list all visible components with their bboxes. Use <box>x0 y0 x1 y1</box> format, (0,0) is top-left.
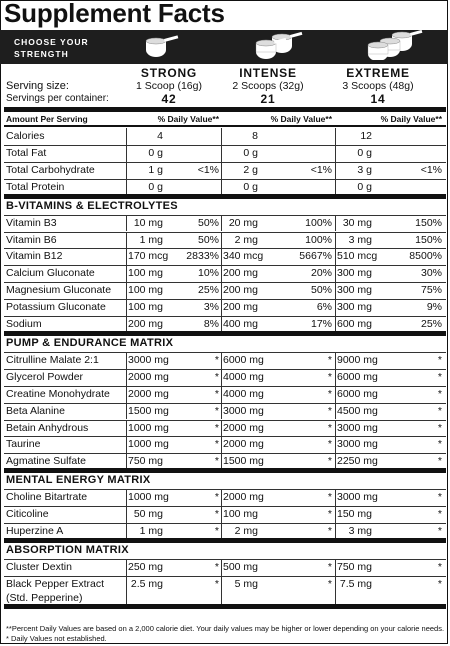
daily-value: * <box>214 404 219 417</box>
column-divider <box>221 559 222 576</box>
scoop-icon-one <box>142 32 182 60</box>
daily-value: * <box>437 353 442 366</box>
column-divider <box>126 403 127 420</box>
column-divider <box>221 128 222 145</box>
daily-value: * <box>327 455 332 468</box>
daily-value: * <box>437 387 442 400</box>
amount-value: 12 <box>360 130 372 142</box>
column-divider <box>221 576 222 606</box>
daily-value: * <box>327 560 332 573</box>
column-divider <box>335 352 336 369</box>
row-divider <box>4 506 446 507</box>
daily-value: * <box>437 491 442 504</box>
amount-value: 2250 mg <box>337 455 378 468</box>
amount-value: 0 g <box>243 180 258 193</box>
nutrient-name: Creatine Monohydrate <box>6 387 110 400</box>
amount-value: 1 g <box>148 163 163 176</box>
daily-value: 8500% <box>409 250 442 263</box>
amount-value: 8 <box>252 130 258 142</box>
amount-value: 3000 mg <box>128 353 169 366</box>
row-divider <box>4 453 446 454</box>
nutrient-name: Huperzine A <box>6 525 64 537</box>
daily-value: * <box>437 577 442 590</box>
column-divider <box>221 489 222 506</box>
row-divider <box>4 145 446 146</box>
column-divider <box>126 248 127 265</box>
daily-value: * <box>327 525 332 537</box>
amount-value: 1500 mg <box>128 404 169 417</box>
amount-value: 3000 mg <box>337 421 378 434</box>
column-divider <box>126 489 127 506</box>
column-divider <box>335 506 336 523</box>
row-divider <box>4 489 446 490</box>
column-divider <box>335 369 336 386</box>
row-divider <box>4 576 446 577</box>
section-title: B-VITAMINS & ELECTROLYTES <box>6 199 178 212</box>
strength-servings-count: 42 <box>161 92 177 106</box>
amount-value: 50 mg <box>133 508 163 521</box>
nutrient-name: Cluster Dextin <box>6 560 72 573</box>
daily-value: * <box>327 370 332 383</box>
daily-value-header: % Daily Value** <box>380 114 442 124</box>
strength-name: INTENSE <box>239 66 297 80</box>
amount-value: 750 mg <box>128 455 164 468</box>
nutrient-name: Total Protein <box>6 180 65 193</box>
column-divider <box>335 420 336 437</box>
amount-value: 200 mg <box>223 301 259 314</box>
column-divider <box>126 282 127 299</box>
daily-value: 9% <box>426 301 442 314</box>
amount-value: 200 mg <box>223 267 259 280</box>
daily-value: * <box>327 438 332 451</box>
column-divider <box>221 369 222 386</box>
daily-value: * <box>214 577 219 590</box>
amount-value: 100 mg <box>128 284 164 297</box>
strength-name: STRONG <box>140 66 198 80</box>
column-divider <box>126 506 127 523</box>
daily-value: * <box>437 525 442 537</box>
daily-value: * <box>327 491 332 504</box>
column-divider <box>221 145 222 162</box>
row-divider <box>4 282 446 283</box>
nutrient-name: Black Pepper Extract <box>6 577 105 590</box>
row-divider <box>4 369 446 370</box>
daily-value: * <box>437 508 442 521</box>
row-divider <box>4 436 446 437</box>
amount-value: 0 g <box>357 146 372 159</box>
daily-value: 20% <box>310 267 332 280</box>
column-divider <box>221 506 222 523</box>
nutrient-name: Vitamin B12 <box>6 250 63 263</box>
daily-value: 25% <box>420 318 442 330</box>
amount-value: 4 <box>157 130 163 142</box>
nutrient-name: Sodium <box>6 318 42 330</box>
daily-value: 150% <box>415 233 442 246</box>
daily-value: 75% <box>420 284 442 297</box>
amount-value: 0 g <box>148 180 163 193</box>
amount-value: 1500 mg <box>223 455 264 468</box>
daily-value: * <box>214 525 219 537</box>
column-divider <box>335 299 336 316</box>
column-divider <box>335 145 336 162</box>
amount-value: 300 mg <box>337 301 373 314</box>
amount-value: 340 mcg <box>223 250 264 263</box>
section-title: ABSORPTION MATRIX <box>6 543 129 556</box>
amount-value: 100 mg <box>128 301 164 314</box>
amount-value: 30 mg <box>342 216 372 229</box>
column-divider <box>221 215 222 232</box>
daily-value: * <box>214 508 219 521</box>
amount-value: 1 mg <box>139 233 163 246</box>
daily-value: 100% <box>305 233 332 246</box>
column-divider <box>335 282 336 299</box>
column-divider <box>221 403 222 420</box>
amount-value: 100 mg <box>128 267 164 280</box>
column-divider <box>221 386 222 403</box>
daily-value-header: % Daily Value** <box>157 114 219 124</box>
row-divider <box>4 248 446 249</box>
nutrient-name: Vitamin B3 <box>6 216 57 229</box>
column-divider <box>221 265 222 282</box>
nutrient-name: Calories <box>6 130 45 142</box>
column-divider <box>221 248 222 265</box>
amount-value: 2000 mg <box>128 387 169 400</box>
strength-name: EXTREME <box>346 66 410 80</box>
nutrient-name-detail: (Std. Pepperine) <box>6 591 83 604</box>
amount-value: 2000 mg <box>223 438 264 451</box>
column-divider <box>126 420 127 437</box>
nutrient-name: Taurine <box>6 438 41 451</box>
column-divider <box>335 232 336 249</box>
daily-value: * <box>214 421 219 434</box>
row-divider <box>4 420 446 421</box>
section-title: MENTAL ENERGY MATRIX <box>6 474 151 487</box>
footnote-dv: **Percent Daily Values are based on a 2,000 calorie diet. Your daily values may be higher or lower depending on your calorie needs. <box>6 624 445 633</box>
column-divider <box>221 162 222 179</box>
column-divider <box>335 215 336 232</box>
amount-value: 300 mg <box>337 284 373 297</box>
column-divider <box>335 265 336 282</box>
daily-value: 25% <box>197 284 219 297</box>
nutrient-name: Beta Alanine <box>6 404 65 417</box>
nutrient-name: Citrulline Malate 2:1 <box>6 353 99 366</box>
row-divider <box>4 316 446 317</box>
amount-value: 250 mg <box>128 560 164 573</box>
row-divider <box>4 352 446 353</box>
amount-value: 1000 mg <box>128 421 169 434</box>
row-divider <box>4 523 446 524</box>
amount-value: 750 mg <box>337 560 373 573</box>
column-divider <box>126 162 127 179</box>
row-divider <box>4 162 446 163</box>
daily-value: * <box>214 438 219 451</box>
serving-size-label: Serving size: <box>6 80 69 92</box>
daily-value: * <box>214 491 219 504</box>
nutrient-name: Citicoline <box>6 508 49 521</box>
amount-value: 6000 mg <box>223 353 264 366</box>
daily-value: * <box>214 370 219 383</box>
section-divider <box>4 331 446 336</box>
column-divider <box>335 576 336 606</box>
column-divider <box>126 559 127 576</box>
nutrient-name: Total Fat <box>6 146 47 159</box>
column-divider <box>221 232 222 249</box>
column-divider <box>126 265 127 282</box>
column-divider <box>126 352 127 369</box>
nutrient-name: Agmatine Sulfate <box>6 455 86 468</box>
column-divider <box>335 248 336 265</box>
amount-value: 2000 mg <box>223 421 264 434</box>
daily-value: * <box>327 353 332 366</box>
scoop-icon-two <box>250 30 306 60</box>
daily-value: * <box>437 404 442 417</box>
daily-value: * <box>327 404 332 417</box>
daily-value: * <box>214 560 219 573</box>
amount-value: 2 mg <box>234 525 258 537</box>
row-divider <box>4 386 446 387</box>
column-divider <box>335 436 336 453</box>
column-divider <box>335 403 336 420</box>
amount-value: 2 mg <box>234 233 258 246</box>
column-divider <box>126 232 127 249</box>
daily-value: * <box>437 455 442 468</box>
amount-value: 1000 mg <box>128 438 169 451</box>
amount-value: 200 mg <box>128 318 164 330</box>
amount-value: 3000 mg <box>337 438 378 451</box>
daily-value: 2833% <box>186 250 219 263</box>
amount-value: 9000 mg <box>337 353 378 366</box>
amount-value: 4500 mg <box>337 404 378 417</box>
section-divider <box>4 194 446 199</box>
amount-value: 0 g <box>243 146 258 159</box>
amount-value: 3 mg <box>348 233 372 246</box>
column-divider <box>126 299 127 316</box>
amount-value: 100 mg <box>223 508 259 521</box>
daily-value: 3% <box>203 301 219 314</box>
row-divider <box>4 403 446 404</box>
daily-value: 50% <box>310 284 332 297</box>
column-divider <box>335 128 336 145</box>
amount-per-serving-header: Amount Per Serving <box>6 114 88 124</box>
nutrient-name: Calcium Gluconate <box>6 267 95 280</box>
amount-value: 2.5 mg <box>130 577 163 590</box>
nutrient-name: Glycerol Powder <box>6 370 84 383</box>
panel-title: Supplement Facts <box>4 0 225 28</box>
strength-serving-size: 1 Scoop (16g) <box>136 80 202 92</box>
footnote-not-established: * Daily Values not established. <box>6 634 107 643</box>
row-divider <box>4 559 446 560</box>
amount-value: 1 mg <box>139 525 163 537</box>
column-divider <box>221 282 222 299</box>
amount-value: 3 mg <box>348 525 372 537</box>
amount-value: 500 mg <box>223 560 259 573</box>
daily-value: * <box>214 353 219 366</box>
bottom-divider <box>4 604 446 609</box>
nutrient-name: Potassium Gluconate <box>6 301 106 314</box>
amount-value: 3 g <box>357 163 372 176</box>
choose-strength-label: CHOOSE YOUR STRENGTH <box>14 37 89 59</box>
column-divider <box>126 215 127 232</box>
daily-value: 30% <box>420 267 442 280</box>
section-title: PUMP & ENDURANCE MATRIX <box>6 336 174 349</box>
strength-serving-size: 3 Scoops (48g) <box>342 80 414 92</box>
daily-value: 17% <box>310 318 332 330</box>
amount-value: 4000 mg <box>223 387 264 400</box>
daily-value: 6% <box>316 301 332 314</box>
daily-value: 10% <box>197 267 219 280</box>
column-divider <box>126 128 127 145</box>
daily-value: * <box>327 577 332 590</box>
daily-value: * <box>327 387 332 400</box>
column-divider <box>221 299 222 316</box>
daily-value: 50% <box>197 233 219 246</box>
amount-value: 200 mg <box>223 284 259 297</box>
amount-value: 2 g <box>243 163 258 176</box>
daily-value-header: % Daily Value** <box>270 114 332 124</box>
daily-value: 5667% <box>299 250 332 263</box>
daily-value: * <box>327 421 332 434</box>
amount-value: 2000 mg <box>128 370 169 383</box>
strength-serving-size: 2 Scoops (32g) <box>232 80 304 92</box>
servings-per-container-label: Servings per container: <box>6 93 109 104</box>
column-divider <box>221 436 222 453</box>
column-divider <box>221 420 222 437</box>
daily-value: 150% <box>415 216 442 229</box>
row-divider <box>4 265 446 266</box>
amount-value: 3000 mg <box>337 491 378 504</box>
daily-value: 100% <box>305 216 332 229</box>
daily-value: * <box>327 508 332 521</box>
column-divider <box>221 352 222 369</box>
column-divider <box>126 436 127 453</box>
amount-value: 2000 mg <box>223 491 264 504</box>
amount-value: 300 mg <box>337 267 373 280</box>
amount-value: 20 mg <box>228 216 258 229</box>
daily-value: <1% <box>197 163 219 176</box>
amount-value: 0 g <box>148 146 163 159</box>
daily-value: 8% <box>203 318 219 330</box>
row-divider <box>4 215 446 216</box>
daily-value: * <box>437 370 442 383</box>
nutrient-name: Magnesium Gluconate <box>6 284 112 297</box>
amount-value: 7.5 mg <box>339 577 372 590</box>
column-divider <box>335 386 336 403</box>
daily-value: 50% <box>197 216 219 229</box>
column-divider <box>126 386 127 403</box>
nutrient-name: Betain Anhydrous <box>6 421 89 434</box>
divider-medium <box>4 125 446 127</box>
scoop-icon-three <box>364 30 428 60</box>
amount-value: 10 mg <box>133 216 163 229</box>
amount-value: 400 mg <box>223 318 259 330</box>
nutrient-name: Total Carbohydrate <box>6 163 95 176</box>
row-divider <box>4 232 446 233</box>
strength-servings-count: 21 <box>260 92 276 106</box>
column-divider <box>335 489 336 506</box>
daily-value: * <box>437 560 442 573</box>
row-divider <box>4 299 446 300</box>
amount-value: 600 mg <box>337 318 373 330</box>
amount-value: 6000 mg <box>337 370 378 383</box>
column-divider <box>126 145 127 162</box>
column-divider <box>126 576 127 606</box>
daily-value: * <box>437 421 442 434</box>
nutrient-name: Vitamin B6 <box>6 233 57 246</box>
daily-value: * <box>214 387 219 400</box>
section-divider <box>4 468 446 473</box>
daily-value: <1% <box>310 163 332 176</box>
amount-value: 4000 mg <box>223 370 264 383</box>
amount-value: 170 mcg <box>128 250 169 263</box>
amount-value: 510 mcg <box>337 250 378 263</box>
daily-value: * <box>214 455 219 468</box>
amount-value: 6000 mg <box>337 387 378 400</box>
amount-value: 150 mg <box>337 508 373 521</box>
amount-value: 0 g <box>357 180 372 193</box>
column-divider <box>126 369 127 386</box>
amount-value: 5 mg <box>234 577 258 590</box>
nutrient-name: Choline Bitartrate <box>6 491 88 504</box>
daily-value: * <box>437 438 442 451</box>
amount-value: 1000 mg <box>128 491 169 504</box>
column-divider <box>335 162 336 179</box>
column-divider <box>335 559 336 576</box>
amount-value: 3000 mg <box>223 404 264 417</box>
daily-value: <1% <box>420 163 442 176</box>
strength-servings-count: 14 <box>370 92 386 106</box>
row-divider <box>4 179 446 180</box>
divider-thick <box>4 107 446 112</box>
section-divider <box>4 538 446 543</box>
